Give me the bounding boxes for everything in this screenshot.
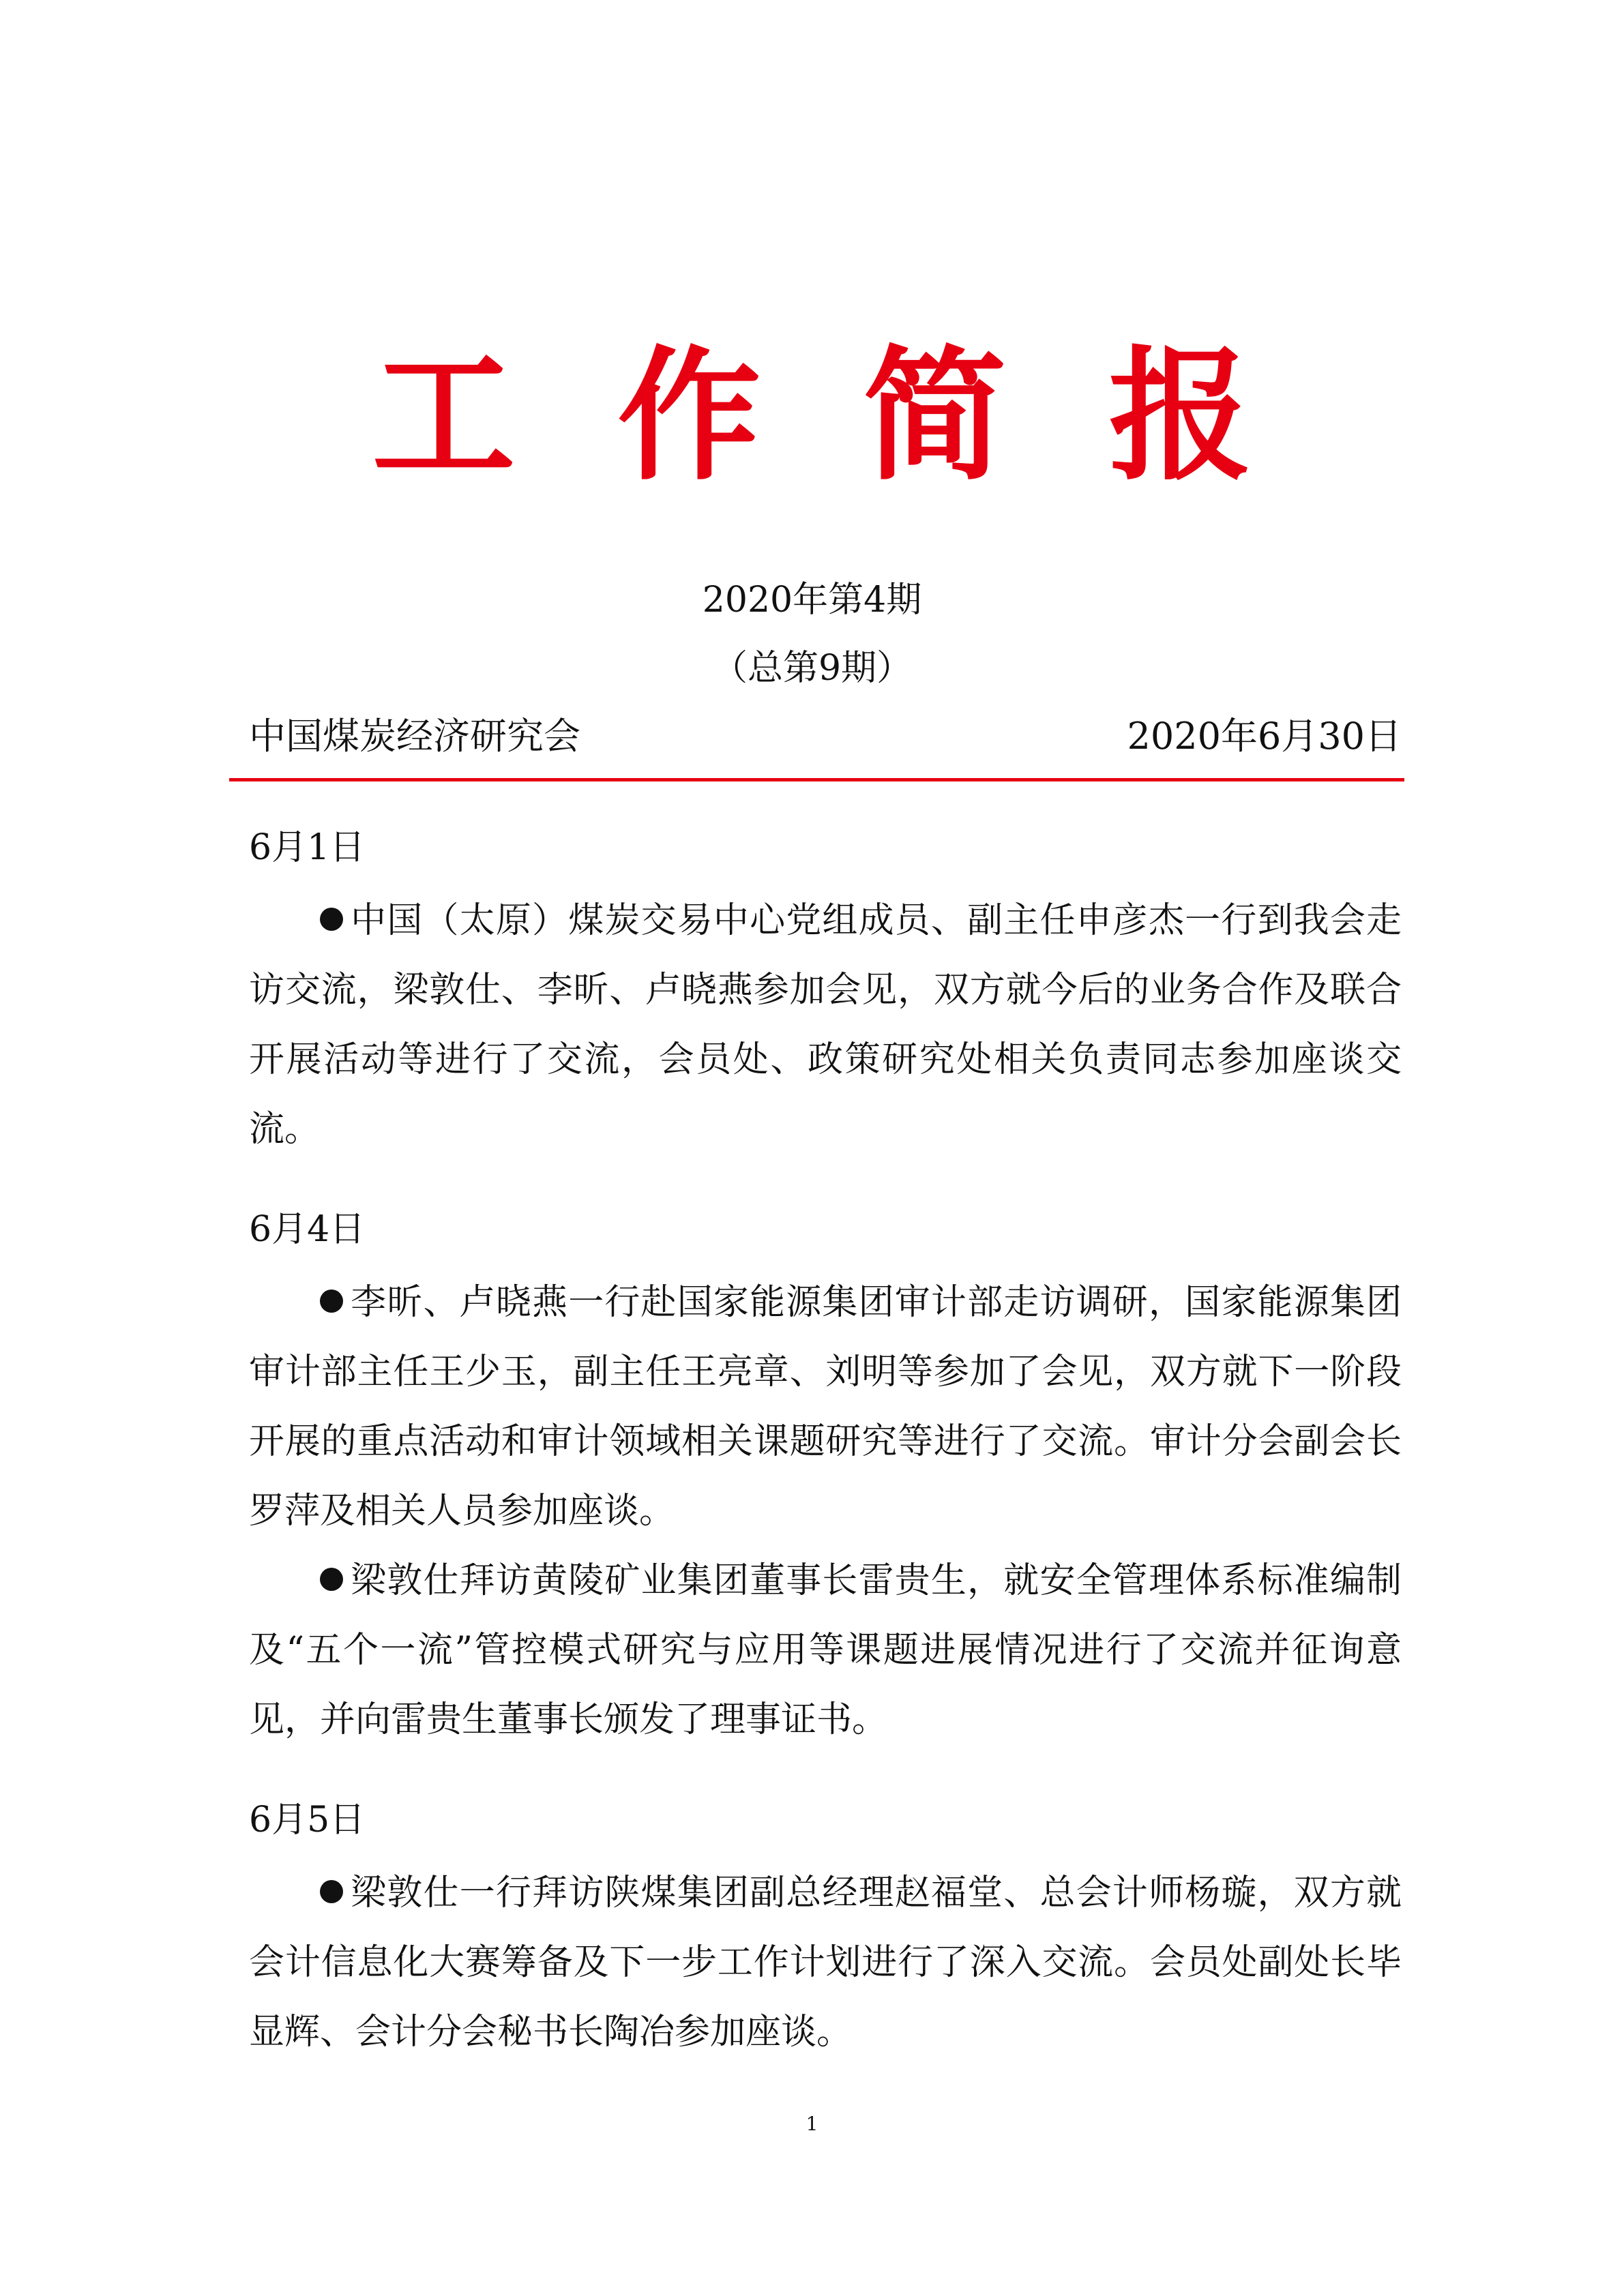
red-separator-rule [229,778,1404,781]
entry-date: 6月5日 [249,1800,366,1840]
issue-total-number: （总第9期） [711,648,913,689]
entry-item [249,886,1402,1164]
briefing-content [249,822,1402,2106]
page-number: 1 [806,2113,818,2135]
entry-item [249,1268,1402,1546]
bullet-icon [320,1880,343,1903]
issue-date: 2020年6月30日 [1127,715,1402,758]
entry-item [249,1546,1402,1755]
entry-date: 6月4日 [249,1209,366,1250]
entry-item-text: 中国（太原）煤炭交易中心党组成员、副主任申彦杰一行到我会走访交流，梁敦仕、李昕、卢晓燕参加会见，双方就今后的业务合作及联合开展活动等进行了交流，会员处、政策研究处相关负责同志参加座谈交流。 [249,900,1402,1150]
masthead-title: 工作简报 [372,331,1355,500]
entry-june-4 [249,1204,1402,1755]
entry-june-1 [249,822,1402,1164]
issue-number: 2020年第4期 [702,580,922,621]
organization-name: 中国煤炭经济研究会 [249,715,580,758]
entry-item [249,1858,1402,2067]
bullet-icon [320,908,343,931]
entry-item-text: 李昕、卢晓燕一行赴国家能源集团审计部走访调研，国家能源集团审计部主任王少玉，副主任王亮章、刘明等参加了会见，双方就下一阶段开展的重点活动和审计领域相关课题研究等进行了交流。审计分会副会长罗萍及相关人员参加座谈。 [249,1282,1402,1532]
bullet-icon [320,1568,343,1591]
entry-date: 6月1日 [249,827,366,868]
entry-item-text: 梁敦仕拜访黄陵矿业集团董事长雷贵生，就安全管理体系标准编制及“五个一流”管控模式研究与应用等课题进展情况进行了交流并征询意见，并向雷贵生董事长颁发了理事证书。 [249,1560,1402,1740]
bullet-icon [320,1289,343,1313]
entry-item-text: 梁敦仕一行拜访陕煤集团副总经理赵福堂、总会计师杨璇，双方就会计信息化大赛筹备及下一步工作计划进行了深入交流。会员处副处长毕显辉、会计分会秘书长陶冶参加座谈。 [249,1873,1402,2053]
entry-june-5 [249,1794,1402,2067]
